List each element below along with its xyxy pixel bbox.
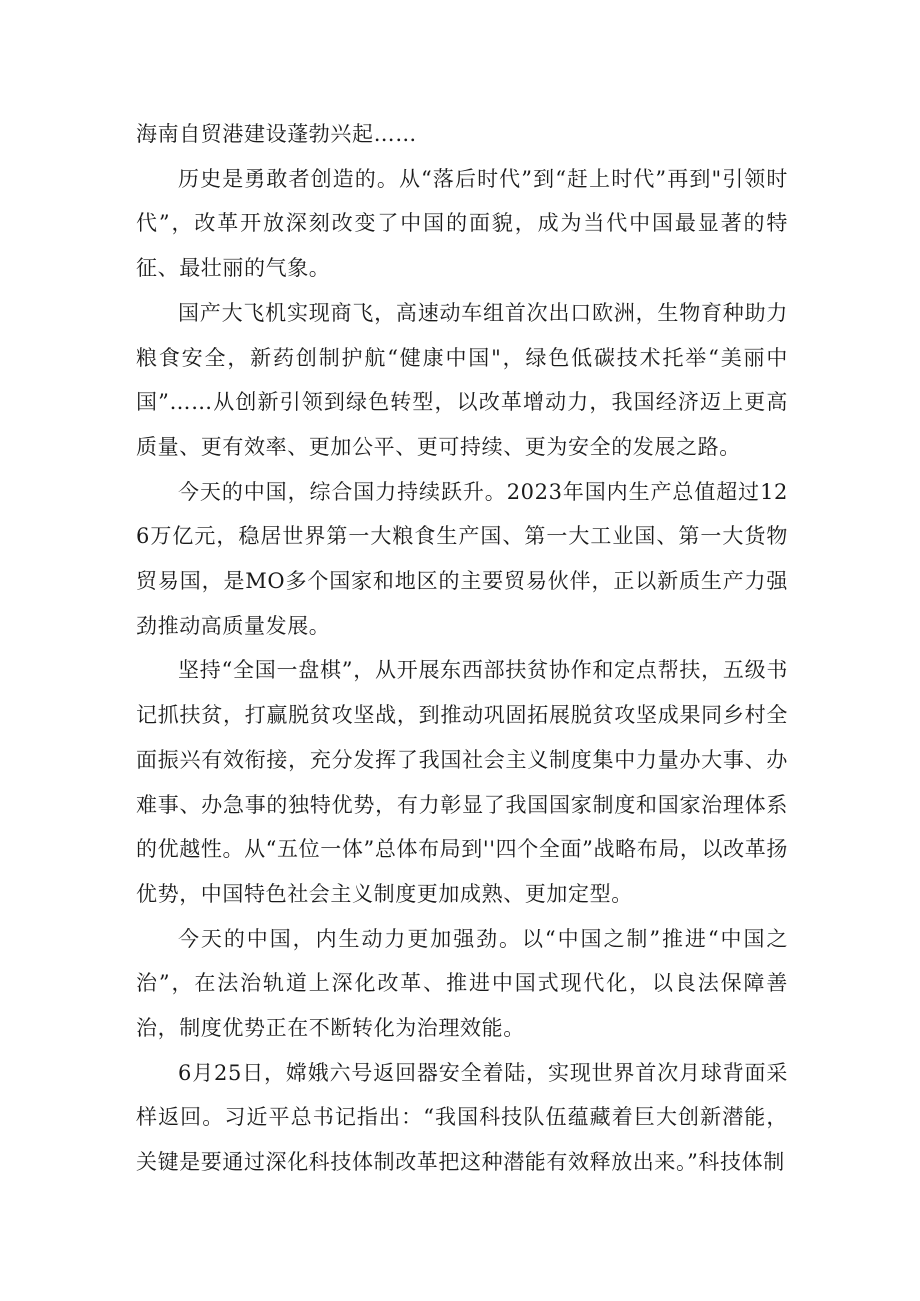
article-body: [136, 112, 788, 1185]
paragraph-poverty-alleviation: 坚持“全国一盘棋”，从开展东西部扶贫协作和定点帮扶，五级书记抓扶贫，打赢脱贫攻坚战，到推动巩固拓展脱贫攻坚成果同乡村全面振兴有效衔接，充分发挥了我国社会主义制度集中力量办大事、办难事、办急事的独特优势，有力彰显了我国国家制度和国家治理体系的优越性。从“五位一体”总体布局到''四个全面”战略布局，以改革扬优势，中国特色社会主义制度更加成熟、更加定型。: [136, 658, 788, 906]
paragraph-governance: 今天的中国，内生动力更加强劲。以“中国之制”推进“中国之治”，在法治轨道上深化改革、推进中国式现代化，以良法保障善治，制度优势正在不断转化为治理效能。: [136, 926, 788, 1041]
paragraph-innovation: 国产大飞机实现商飞，高速动车组首次出口欧洲，生物育种助力粮食安全，新药创制护航“健康中国"，绿色低碳技术托举“美丽中国”……从创新引领到绿色转型，以改革增动力，我国经济迈上更高质量、更有效率、更加公平、更可持续、更为安全的发展之路。: [136, 300, 788, 459]
paragraph-continuation: 海南自贸港建设蓬勃兴起……: [136, 122, 417, 146]
paragraph-history: 历史是勇敢者创造的。从“落后时代”到“赶上时代”再到"引领时代”，改革开放深刻改变了中国的面貌，成为当代中国最显著的特征、最壮丽的气象。: [136, 166, 788, 281]
paragraph-change6: 6月25日，嫦娥六号返回器安全着陆，实现世界首次月球背面采样返回。习近平总书记指出：“我国科技队伍蕴藏着巨大创新潜能，关键是要通过深化科技体制改革把这种潜能有效释放出来。”科技体制: [136, 1060, 788, 1175]
paragraph-national-strength: 今天的中国，综合国力持续跃升。2023年国内生产总值超过126万亿元，稳居世界第一大粮食生产国、第一大工业国、第一大货物贸易国，是MO多个国家和地区的主要贸易伙伴，正以新质生产力强劲推动高质量发展。: [136, 479, 788, 638]
